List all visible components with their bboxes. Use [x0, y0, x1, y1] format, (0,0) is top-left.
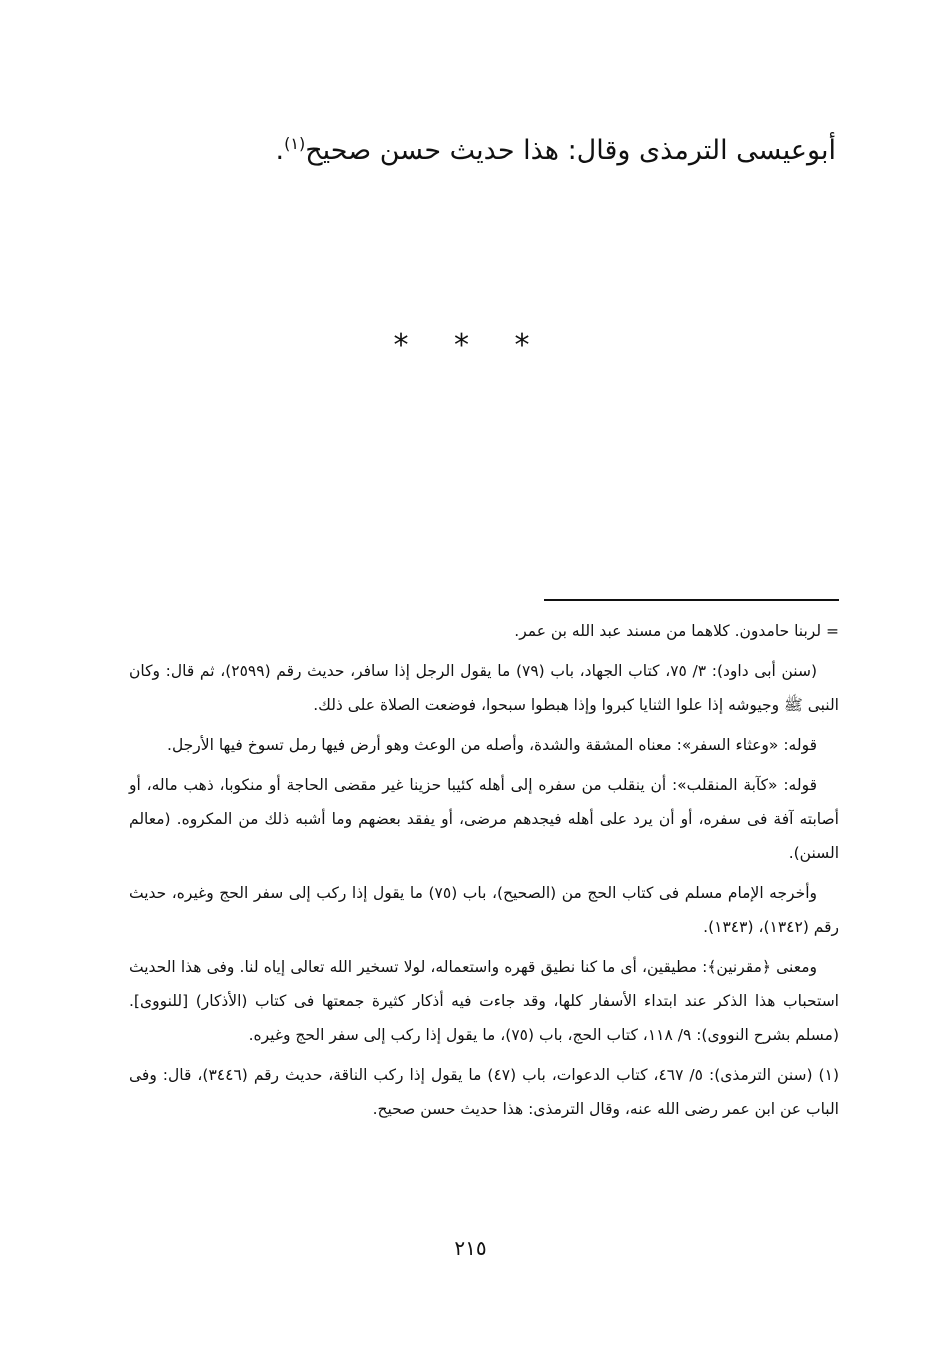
footnote-muqrinin: ومعنى ﴿مقرنين﴾: مطيقين، أى ما كنا نطيق قهره واستعماله، لولا تسخير الله تعالى إياه لنا. وفى هذا الحديث استحباب هذا الذكر عند ابتداء الأسفار كلها، وقد جاءت فيه أذكار كثيرة جمعتها فى كتاب (الأذكار) [للنووى]. (مسلم بشرح النووى): ٩/ ١١٨، كتاب الحج، باب (٧٥)، ما يقول إذا ركب إلى سفر الحج وغيره. — [129, 958, 839, 1044]
footnote-continuation: = لربنا حامدون. كلاهما من مسند عبد الله بن عمر. — [514, 622, 839, 640]
footnote-marker: (١) — [284, 134, 306, 153]
footnote-abu-dawud: (سنن أبى داود): ٣/ ٧٥، كتاب الجهاد، باب (٧٩) ما يقول الرجل إذا سافر، حديث رقم (٢٥٩٩)، ثم قال: وكان النبى ﷺ وجيوشه إذا علوا الثنايا كبروا وإذا هبطوا سبحوا، فوضعت الصلاة على ذلك. — [129, 662, 839, 714]
footnote-1-tirmidhi: (١) (سنن الترمذى): ٥/ ٤٦٧، كتاب الدعوات، باب (٤٧) ما يقول إذا ركب الناقة، حديث رقم (٣٤٤٦)، قال: وفى الباب عن ابن عمر رضى الله عنه، وقال الترمذى: هذا حديث حسن صحيح. — [129, 1066, 839, 1118]
footnote-muslim: وأخرجه الإمام مسلم فى كتاب الحج من (الصحيح)، باب (٧٥) ما يقول إذا ركب إلى سفر الحج وغيره، حديث رقم (١٣٤٢)، (١٣٤٣). — [129, 884, 839, 936]
page-number: ٢١٥ — [454, 1236, 487, 1260]
footnotes — [129, 614, 839, 1132]
main-text: أبوعيسى الترمذى وقال: هذا حديث حسن صحيح — [305, 135, 836, 166]
footnote-wathaa: قوله: «وعثاء السفر»: معناه المشقة والشدة، وأصله من الوعث وهو أرض فيها رمل تسوخ فيها الأرجل. — [167, 736, 817, 754]
main-text-line — [116, 122, 836, 173]
main-text-end: . — [275, 135, 285, 166]
footnote-rule — [544, 599, 839, 601]
footnote-kaaba: قوله: «كآبة المنقلب»: أن ينقلب من سفره إلى أهله كئيبا حزينا غير مقضى الحاجة أو منكوبا، ذهب ماله، أو أصابته آفة فى سفره، أو أن يرد على أهله فيجدهم مرضى، أو يفقد بعضهم وما أشبه ذلك من المكروه. (معالم السنن). — [129, 776, 839, 862]
section-separator: * * * — [393, 328, 548, 363]
